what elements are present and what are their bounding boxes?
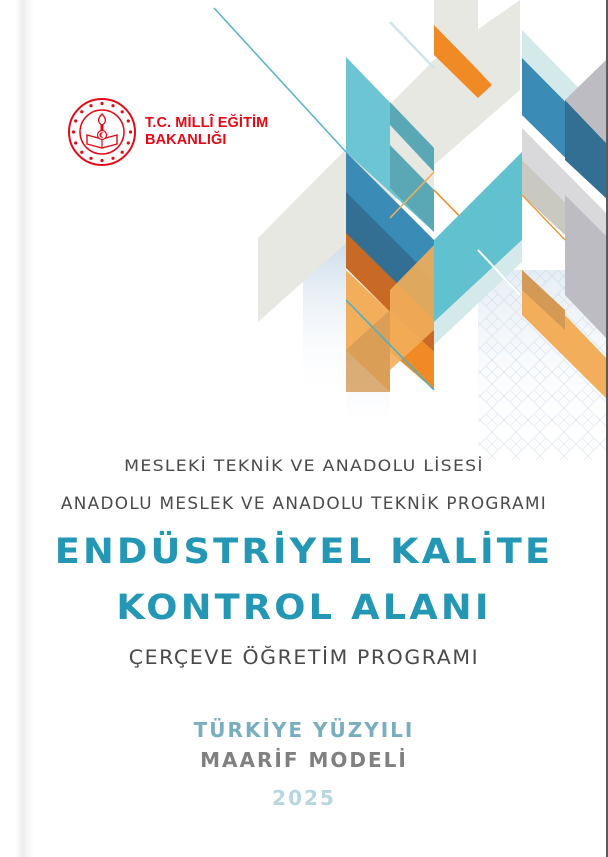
document-title-line1: ENDÜSTRİYEL KALİTE [54, 532, 554, 572]
model-line1: TÜRKİYE YÜZYILI [193, 718, 415, 742]
program-type: ANADOLU MESLEK VE ANADOLU TEKNİK PROGRAMI [60, 494, 548, 513]
meb-emblem-icon [67, 97, 137, 167]
school-type: MESLEKİ TEKNİK VE ANADOLU LİSESİ [124, 456, 484, 475]
publication-year: 2025 [272, 786, 336, 810]
ministry-logo [67, 97, 268, 167]
ministry-name-line2: BAKANLIĞI [145, 132, 227, 148]
ministry-name-line1: T.C. MİLLÎ EĞİTİM [145, 115, 269, 131]
document-subtitle: ÇERÇEVE ÖĞRETİM PROGRAMI [128, 646, 480, 669]
document-title-line2: KONTROL ALANI [116, 588, 492, 628]
model-line2: MAARİF MODELİ [200, 748, 408, 772]
ministry-name [145, 115, 268, 149]
